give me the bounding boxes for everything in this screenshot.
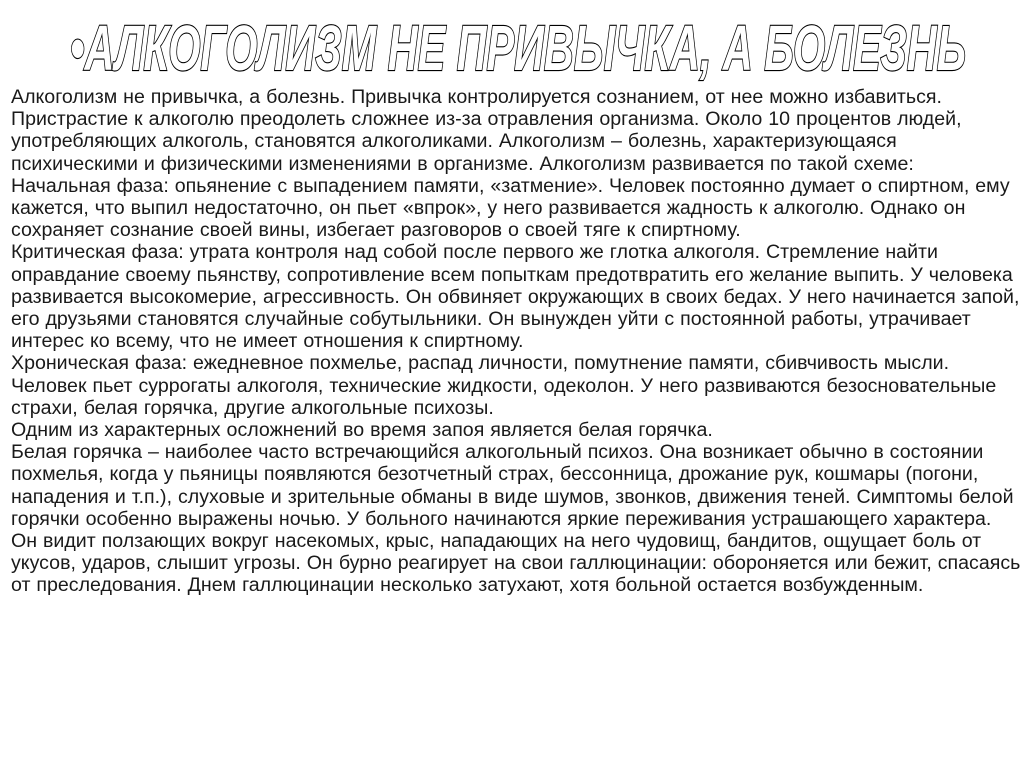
article-body — [11, 86, 1023, 597]
paragraph-intro: Алкоголизм не привычка, а болезнь. Привычка контролируется сознанием, от нее можно избавиться. Пристрастие к алкоголю преодолеть сложнее из-за отравления организма. Около 10 процентов людей, употребляющих алкоголь, становятся алкоголиками. Алкоголизм – болезнь, характеризующаяся психическими и физическими изменениями в организме. Алкоголизм развивается по такой схеме: — [11, 86, 962, 175]
paragraph-chronic-phase: Хроническая фаза: ежедневное похмелье, распад личности, помутнение памяти, сбивчивость мысли. Человек пьет суррогаты алкоголя, технические жидкости, одеколон. У него развиваются безосновательные страхи, белая горячка, другие алкогольные психозы. — [11, 352, 997, 419]
paragraph-delirium: Белая горячка – наиболее часто встречающийся алкогольный психоз. Она возникает обычно в состоянии похмелья, когда у пьяницы появляются безотчетный страх, бессонница, дрожание рук, кошмары (погони, нападения и т.п.), слуховые и зрительные обманы в виде шумов, звонков, движения теней. Симптомы белой горячки особенно выражены ночью. У больного начинаются яркие переживания устрашающего характера. Он видит ползающих вокруг насекомых, крыс, нападающих на него чудовищ, бандитов, ощущает боль от укусов, ударов, слышит угрозы. Он бурно реагирует на свои галлюцинации: обороняется или бежит, спасаясь от преследования. Днем галлюцинации несколько затухают, хотя больной остается возбужденным. — [11, 441, 1021, 597]
paragraph-critical-phase: Критическая фаза: утрата контроля над собой после первого же глотка алкоголя. Стремление найти оправдание своему пьянству, сопротивление всем попыткам предотвратить его желание выпить. У человека развивается высокомерие, агрессивность. Он обвиняет окружающих в своих бедах. У него начинается запой, его друзьями становятся случайные собутыльники. Он вынужден уйти с постоянной работы, утрачивает интерес ко всему, что не имеет отношения к спиртному. — [11, 241, 1020, 353]
title-banner — [60, 6, 980, 86]
paragraph-complication: Одним из характерных осложнений во время запоя является белая горячка. — [11, 419, 713, 442]
page-title: •АЛКОГОЛИЗМ НЕ ПРИВЫЧКА, А БОЛЕЗНЬ — [70, 12, 966, 84]
title-svg — [60, 6, 980, 86]
paragraph-initial-phase: Начальная фаза: опьянение с выпадением памяти, «затмение». Человек постоянно думает о спиртном, ему кажется, что выпил недостаточно, он пьет «впрок», у него развивается жадность к алкоголю. Однако он сохраняет сознание своей вины, избегает разговоров о своей тяге к спиртному. — [11, 174, 1010, 242]
